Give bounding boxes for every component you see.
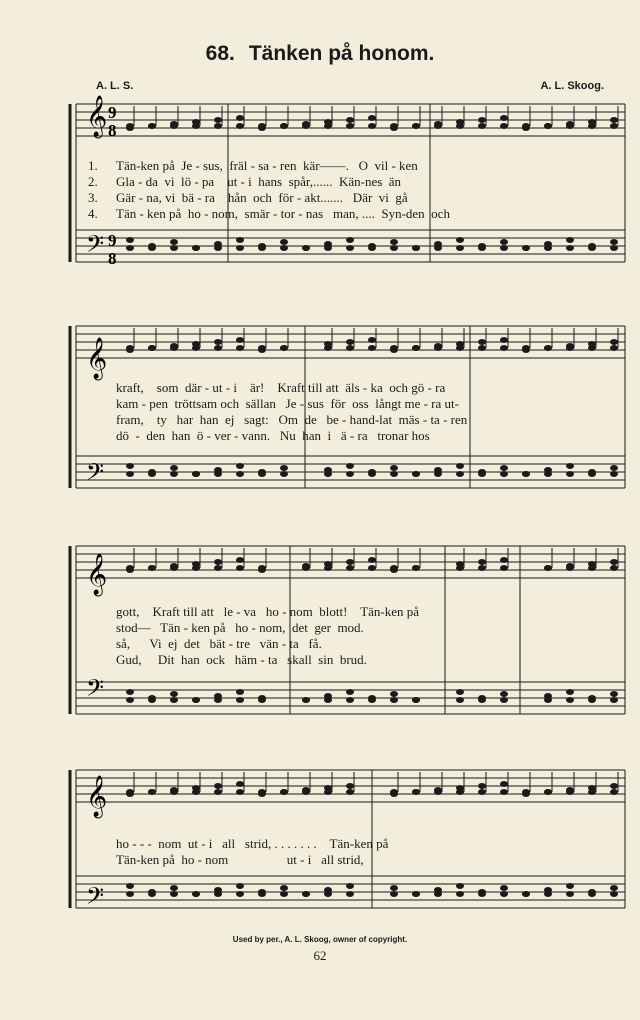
note-head <box>412 891 420 897</box>
note-head <box>610 789 618 795</box>
note-head <box>544 565 552 571</box>
note-head <box>302 565 310 571</box>
note-head <box>500 337 508 343</box>
note-head <box>258 697 266 703</box>
note-head <box>346 117 354 123</box>
note-head <box>566 237 574 243</box>
note-head <box>544 245 552 251</box>
note-head <box>170 565 178 571</box>
bass-clef-icon: 𝄢 <box>86 460 105 491</box>
note-head <box>170 245 178 251</box>
note-head <box>412 471 420 477</box>
note-head <box>566 689 574 695</box>
note-head <box>170 465 178 471</box>
note-head <box>368 123 376 129</box>
note-head <box>214 345 222 351</box>
note-head <box>346 789 354 795</box>
note-head <box>456 245 464 251</box>
note-head <box>236 565 244 571</box>
note-head <box>478 559 486 565</box>
note-head <box>280 245 288 251</box>
note-head <box>192 245 200 251</box>
note-head <box>126 471 134 477</box>
lyric-line: Tän-ken på Je - sus, fräl - sa - ren kär——. O vil - ken <box>116 158 418 173</box>
note-head <box>368 345 376 351</box>
note-head <box>214 117 222 123</box>
note-head <box>478 123 486 129</box>
note-head <box>566 697 574 703</box>
note-head <box>214 471 222 477</box>
note-head <box>346 689 354 695</box>
note-head <box>522 345 530 351</box>
note-head <box>280 789 288 795</box>
note-head <box>214 123 222 129</box>
note-head <box>236 697 244 703</box>
note-head <box>522 245 530 251</box>
note-head <box>544 697 552 703</box>
lyric-line: ho - - - nom ut - i all strid, . . . . . . . Tän-ken på <box>116 836 389 851</box>
note-head <box>390 471 398 477</box>
note-head <box>610 885 618 891</box>
note-head <box>236 471 244 477</box>
note-head <box>566 245 574 251</box>
note-head <box>522 471 530 477</box>
note-head <box>126 697 134 703</box>
note-head <box>610 117 618 123</box>
page-number: 62 <box>313 948 327 963</box>
verse-number: 1. <box>88 158 98 173</box>
note-head <box>478 783 486 789</box>
note-head <box>324 697 332 703</box>
note-head <box>500 781 508 787</box>
note-head <box>500 345 508 351</box>
note-head <box>478 565 486 571</box>
lyric-line: Gär - na, vi bä - ra hån och för - akt....... Där vi gå <box>116 190 408 205</box>
time-signature-bottom: 8 <box>108 249 117 268</box>
note-head <box>192 345 200 351</box>
note-head <box>236 463 244 469</box>
note-head <box>236 557 244 563</box>
note-head <box>478 697 486 703</box>
note-head <box>280 885 288 891</box>
note-head <box>566 789 574 795</box>
note-head <box>478 345 486 351</box>
note-head <box>522 123 530 129</box>
note-head <box>500 471 508 477</box>
note-head <box>214 245 222 251</box>
note-head <box>500 557 508 563</box>
note-head <box>258 789 266 795</box>
note-head <box>236 115 244 121</box>
note-head <box>236 891 244 897</box>
note-head <box>258 565 266 571</box>
note-head <box>610 471 618 477</box>
note-head <box>544 123 552 129</box>
note-head <box>170 697 178 703</box>
note-head <box>236 245 244 251</box>
treble-clef-icon: 𝄞 <box>86 338 108 378</box>
note-head <box>214 789 222 795</box>
note-head <box>610 697 618 703</box>
note-head <box>236 337 244 343</box>
note-head <box>610 245 618 251</box>
note-head <box>148 789 156 795</box>
note-head <box>500 239 508 245</box>
note-head <box>280 891 288 897</box>
note-head <box>456 345 464 351</box>
note-head <box>258 245 266 251</box>
treble-clef-icon: 𝄞 <box>86 96 108 136</box>
copyright-notice: Used by per., A. L. Skoog, owner of copyright. <box>232 935 408 944</box>
lyric-line: stod— Tän - ken på ho - nom, det ger mod. <box>116 620 364 635</box>
note-head <box>192 123 200 129</box>
lyric-line: kam - pen tröttsam och sällan Je - sus för oss långt me - ra ut- <box>116 396 459 411</box>
note-head <box>126 345 134 351</box>
note-head <box>170 789 178 795</box>
note-head <box>214 697 222 703</box>
note-head <box>236 123 244 129</box>
note-head <box>170 471 178 477</box>
note-head <box>390 245 398 251</box>
note-head <box>412 345 420 351</box>
verse-number: 4. <box>88 206 98 221</box>
note-head <box>588 245 596 251</box>
note-head <box>544 789 552 795</box>
note-head <box>500 465 508 471</box>
note-head <box>236 883 244 889</box>
note-head <box>214 559 222 565</box>
lyric-line: Gla - da vi lö - pa ut - i hans spår,...... Kän-nes än <box>116 174 402 189</box>
note-head <box>346 697 354 703</box>
note-head <box>214 565 222 571</box>
note-head <box>192 789 200 795</box>
note-head <box>192 565 200 571</box>
note-head <box>390 789 398 795</box>
note-head <box>368 697 376 703</box>
note-head <box>280 123 288 129</box>
note-head <box>390 565 398 571</box>
note-head <box>214 891 222 897</box>
note-head <box>258 123 266 129</box>
note-head <box>566 565 574 571</box>
note-head <box>148 471 156 477</box>
note-head <box>412 245 420 251</box>
note-head <box>434 471 442 477</box>
note-head <box>214 783 222 789</box>
lyric-line: Tän-ken på ho - nom ut - i all strid, <box>116 852 364 867</box>
note-head <box>302 697 310 703</box>
note-head <box>456 689 464 695</box>
note-head <box>456 123 464 129</box>
note-head <box>610 691 618 697</box>
note-head <box>346 245 354 251</box>
note-head <box>346 123 354 129</box>
bass-clef-icon: 𝄢 <box>86 676 105 707</box>
note-head <box>566 345 574 351</box>
note-head <box>170 239 178 245</box>
note-head <box>566 463 574 469</box>
note-head <box>566 883 574 889</box>
note-head <box>126 891 134 897</box>
lyric-line: så, Vi ej det bät - tre vän - ta få. <box>116 636 322 651</box>
note-head <box>346 237 354 243</box>
note-head <box>302 891 310 897</box>
note-head <box>346 783 354 789</box>
note-head <box>500 245 508 251</box>
note-head <box>258 891 266 897</box>
note-head <box>280 465 288 471</box>
note-head <box>192 697 200 703</box>
note-head <box>544 891 552 897</box>
note-head <box>148 891 156 897</box>
note-head <box>390 697 398 703</box>
note-head <box>434 345 442 351</box>
note-head <box>236 237 244 243</box>
note-head <box>478 789 486 795</box>
note-head <box>148 697 156 703</box>
note-head <box>434 245 442 251</box>
lyric-line: kraft, som där - ut - i är! Kraft till att äls - ka och gö - ra <box>116 380 446 395</box>
note-head <box>192 471 200 477</box>
note-head <box>610 891 618 897</box>
note-head <box>324 565 332 571</box>
note-head <box>170 891 178 897</box>
note-head <box>346 463 354 469</box>
bass-clef-icon: 𝄢 <box>86 232 105 263</box>
note-head <box>456 891 464 897</box>
time-signature-top: 9 <box>108 231 117 250</box>
note-head <box>368 565 376 571</box>
note-head <box>522 789 530 795</box>
note-head <box>302 123 310 129</box>
hymn-title: Tänken på honom. <box>248 42 435 65</box>
note-head <box>192 891 200 897</box>
note-head <box>434 123 442 129</box>
note-head <box>368 115 376 121</box>
note-head <box>522 891 530 897</box>
note-head <box>390 239 398 245</box>
lyric-line: Gud, Dit han ock häm - ta skall sin brud. <box>116 652 367 667</box>
note-head <box>126 237 134 243</box>
verse-number: 3. <box>88 190 98 205</box>
note-head <box>588 471 596 477</box>
note-head <box>434 891 442 897</box>
note-head <box>588 123 596 129</box>
note-head <box>236 689 244 695</box>
note-head <box>126 123 134 129</box>
note-head <box>280 239 288 245</box>
note-head <box>324 789 332 795</box>
time-signature-bottom: 8 <box>108 121 117 140</box>
lyric-line: gott, Kraft till att le - va ho - nom blott! Tän-ken på <box>116 604 420 619</box>
note-head <box>324 471 332 477</box>
note-head <box>500 697 508 703</box>
note-head <box>148 345 156 351</box>
note-head <box>302 245 310 251</box>
note-head <box>368 557 376 563</box>
note-head <box>500 123 508 129</box>
note-head <box>346 891 354 897</box>
note-head <box>368 471 376 477</box>
note-head <box>500 789 508 795</box>
lyricist-credit: A. L. S. <box>96 80 134 92</box>
note-head <box>544 471 552 477</box>
note-head <box>610 783 618 789</box>
note-head <box>610 345 618 351</box>
note-head <box>324 123 332 129</box>
note-head <box>456 697 464 703</box>
lyric-line: dö - den han ö - ver - vann. Nu han i ä - ra tronar hos <box>116 428 430 443</box>
note-head <box>214 339 222 345</box>
note-head <box>588 345 596 351</box>
note-head <box>500 891 508 897</box>
note-head <box>302 789 310 795</box>
note-head <box>236 345 244 351</box>
treble-clef-icon: 𝄞 <box>86 776 108 816</box>
note-head <box>346 565 354 571</box>
note-head <box>610 465 618 471</box>
note-head <box>236 781 244 787</box>
note-head <box>456 237 464 243</box>
note-head <box>610 339 618 345</box>
lyric-line: Tän - ken på ho - nom, smär - tor - nas man, .... Syn-den och <box>116 206 450 221</box>
note-head <box>478 245 486 251</box>
note-head <box>280 345 288 351</box>
note-head <box>412 565 420 571</box>
note-head <box>434 789 442 795</box>
note-head <box>390 891 398 897</box>
note-head <box>390 465 398 471</box>
note-head <box>346 471 354 477</box>
note-head <box>368 337 376 343</box>
note-head <box>390 345 398 351</box>
note-head <box>500 115 508 121</box>
note-head <box>236 789 244 795</box>
note-head <box>126 789 134 795</box>
note-head <box>566 123 574 129</box>
note-head <box>170 123 178 129</box>
note-head <box>456 471 464 477</box>
note-head <box>324 245 332 251</box>
note-head <box>478 891 486 897</box>
note-head <box>412 789 420 795</box>
note-head <box>456 789 464 795</box>
note-head <box>610 559 618 565</box>
note-head <box>566 471 574 477</box>
treble-clef-icon: 𝄞 <box>86 554 108 594</box>
note-head <box>500 885 508 891</box>
note-head <box>170 345 178 351</box>
note-head <box>126 463 134 469</box>
note-head <box>346 883 354 889</box>
note-head <box>280 471 288 477</box>
note-head <box>170 885 178 891</box>
note-head <box>610 565 618 571</box>
note-head <box>478 117 486 123</box>
note-head <box>500 691 508 697</box>
note-head <box>456 463 464 469</box>
note-head <box>346 339 354 345</box>
note-head <box>500 565 508 571</box>
verse-number: 2. <box>88 174 98 189</box>
note-head <box>170 691 178 697</box>
note-head <box>346 559 354 565</box>
note-head <box>544 345 552 351</box>
note-head <box>610 123 618 129</box>
note-head <box>478 471 486 477</box>
note-head <box>588 789 596 795</box>
note-head <box>412 123 420 129</box>
note-head <box>126 689 134 695</box>
note-head <box>478 339 486 345</box>
note-head <box>390 691 398 697</box>
note-head <box>126 565 134 571</box>
note-head <box>126 883 134 889</box>
hymn-number: 68. <box>205 42 235 65</box>
note-head <box>258 345 266 351</box>
note-head <box>324 891 332 897</box>
note-head <box>610 239 618 245</box>
note-head <box>390 123 398 129</box>
note-head <box>148 565 156 571</box>
note-head <box>346 345 354 351</box>
note-head <box>456 883 464 889</box>
composer-credit: A. L. Skoog. <box>540 80 604 92</box>
time-signature-top: 9 <box>108 103 117 122</box>
note-head <box>126 245 134 251</box>
note-head <box>148 245 156 251</box>
note-head <box>412 697 420 703</box>
note-head <box>258 471 266 477</box>
note-head <box>390 885 398 891</box>
note-head <box>324 345 332 351</box>
note-head <box>588 565 596 571</box>
bass-clef-icon: 𝄢 <box>86 884 105 915</box>
note-head <box>368 245 376 251</box>
note-head <box>456 565 464 571</box>
note-head <box>588 697 596 703</box>
note-head <box>566 891 574 897</box>
note-head <box>148 123 156 129</box>
lyric-line: fram, ty har han ej sagt: Om de be - hand-lat mäs - ta - ren <box>116 412 468 427</box>
note-head <box>588 891 596 897</box>
